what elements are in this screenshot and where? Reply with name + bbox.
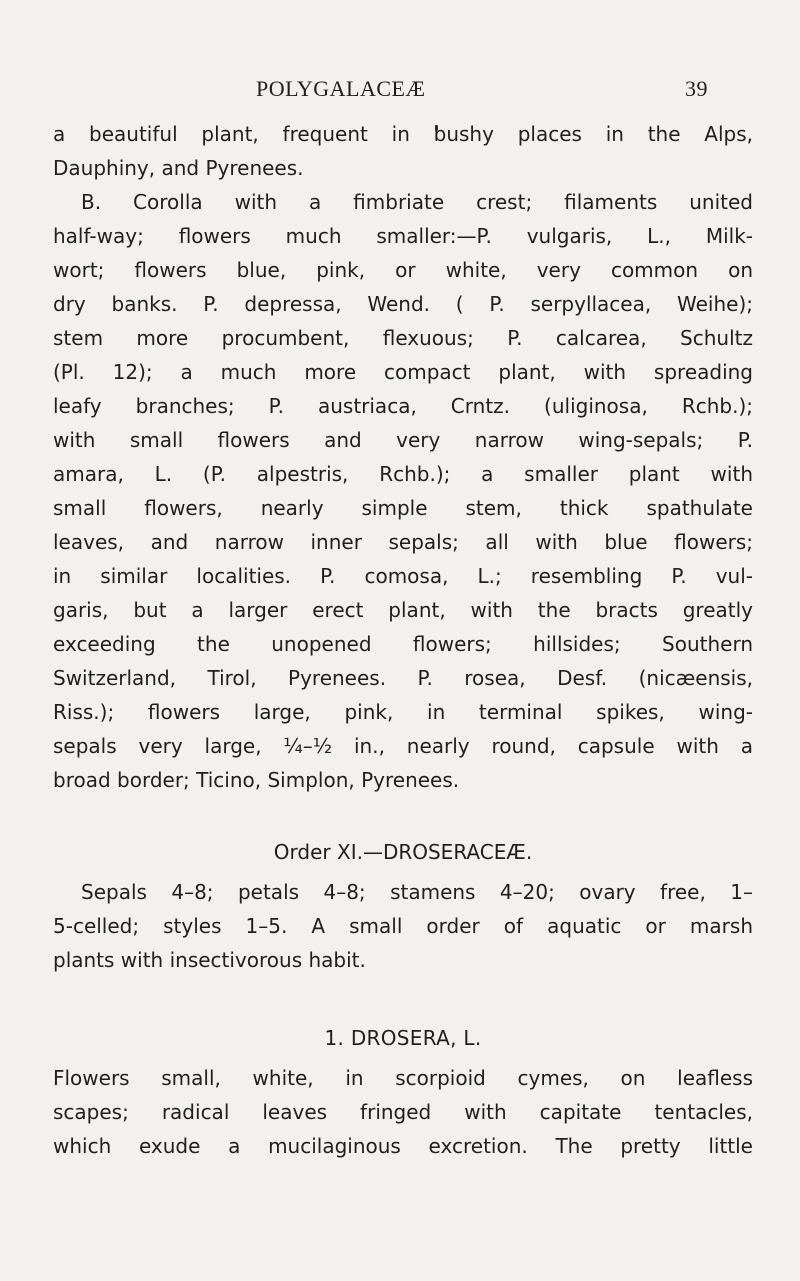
text-line: plants with insectivorous habit. [53, 948, 366, 972]
order-heading: Order XI.—DROSERACEÆ. [273, 840, 533, 864]
page-number: 39 [685, 76, 708, 101]
text-line: Switzerland, Tirol, Pyrenees. P. rosea, Desf. (nicæensis, [53, 666, 753, 690]
text-line: leaves, and narrow inner sepals; all with blue flowers; [53, 530, 753, 554]
text-line: with small flowers and very narrow wing-sepals; P. [53, 428, 753, 452]
running-head [0, 76, 800, 108]
text-line: dry banks. P. depressa, Wend. ( P. serpyllacea, Weihe); [53, 292, 753, 316]
spacer [53, 797, 753, 835]
text-line: amara, L. (P. alpestris, Rchb.); a smaller plant with [53, 462, 753, 486]
text-line: leafy branches; P. austriaca, Crntz. (uliginosa, Rchb.); [53, 394, 753, 418]
text-line: stem more procumbent, flexuous; P. calcarea, Schultz [53, 326, 753, 350]
text-line: broad border; Ticino, Simplon, Pyrenees. [53, 768, 460, 792]
text-line: half-way; flowers much smaller:—P. vulgaris, L., Milk- [53, 224, 753, 248]
text-line: B. Corolla with a fimbriate crest; filaments united [81, 190, 753, 214]
text-line: in similar localities. P. comosa, L.; resembling P. vul- [53, 564, 753, 588]
text-line: a beautiful plant, frequent in bushy places in the Alps, [53, 122, 753, 146]
spacer [53, 977, 753, 1021]
body-text [53, 117, 753, 1163]
text-line: which exude a mucilaginous excretion. The pretty little [53, 1134, 753, 1158]
text-line: exceeding the unopened flowers; hillsides; Southern [53, 632, 753, 656]
text-line: sepals very large, ¼–½ in., nearly round, capsule with a [53, 734, 753, 758]
text-line: 5-celled; styles 1–5. A small order of aquatic or marsh [53, 914, 753, 938]
text-line: wort; flowers blue, pink, or white, very common on [53, 258, 753, 282]
text-line: garis, but a larger erect plant, with the bracts greatly [53, 598, 753, 622]
text-line: Flowers small, white, in scorpioid cymes, on leafless [53, 1066, 753, 1090]
genus-heading: 1. DROSERA, L. [324, 1026, 482, 1050]
text-line: Riss.); flowers large, pink, in terminal spikes, wing- [53, 700, 753, 724]
text-line: Dauphiny, and Pyrenees. [53, 156, 304, 180]
text-line: Sepals 4–8; petals 4–8; stamens 4–20; ovary free, 1– [81, 880, 753, 904]
text-line: (Pl. 12); a much more compact plant, with spreading [53, 360, 753, 384]
text-line: small flowers, nearly simple stem, thick spathulate [53, 496, 753, 520]
text-line: scapes; radical leaves fringed with capitate tentacles, [53, 1100, 753, 1124]
running-title: POLYGALACEÆ [256, 76, 426, 101]
